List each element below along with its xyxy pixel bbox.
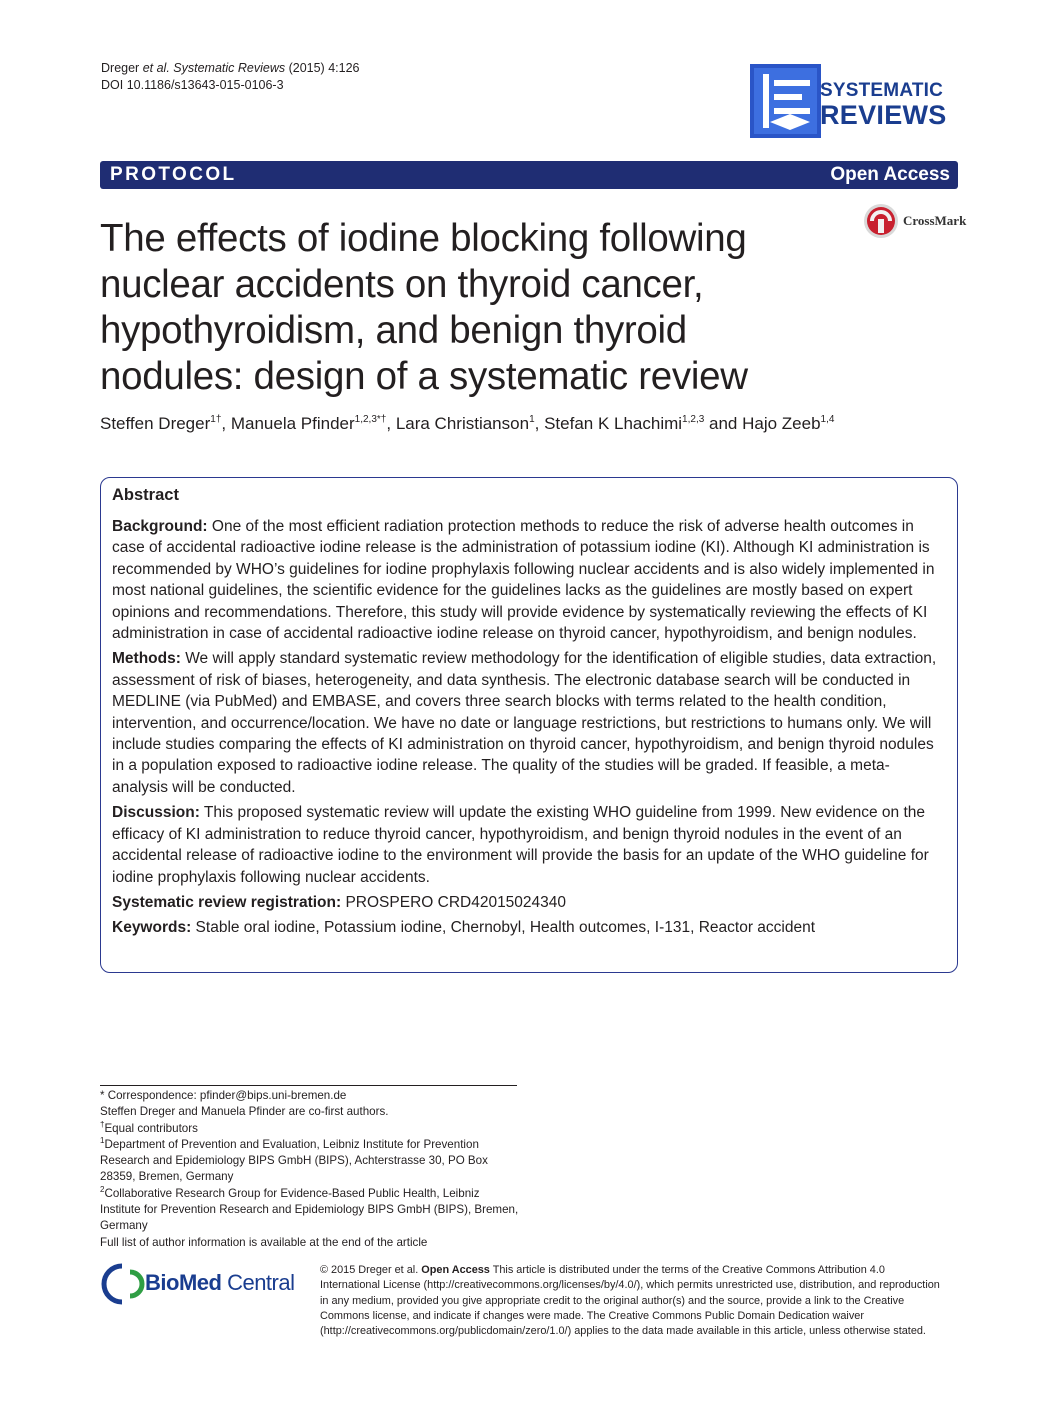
registration-text: PROSPERO CRD42015024340 xyxy=(341,893,567,911)
journal-logo-line xyxy=(774,94,802,100)
citation-etal: et al. xyxy=(142,61,170,75)
methods-text: We will apply standard systematic review methodology for the identification of eligible studies, data extraction, assessment of risk of biases, heterogeneity, and data synthesis. The electronic database search will be conducted in MEDLINE (via PubMed) and EMBASE, and covers three search blocks with terms related to the health condition, intervention, and occurrence/location. We have no date or language restrictions, but restrictions to humans only. We will include studies comparing the effects of KI administration on thyroid cancer, hypothyroidism, and benign thyroid nodules in a population exposed to radioactive iodine release. The quality of the studies will be graded. If feasible, a meta-analysis will be conducted. xyxy=(112,650,937,796)
aff1-sup: 1 xyxy=(100,1135,105,1145)
abstract-discussion xyxy=(112,802,944,888)
aff2-sup: 2 xyxy=(100,1184,105,1194)
journal-logo-text xyxy=(820,80,947,128)
bmc-arc-outer xyxy=(104,1266,122,1302)
license-copyright: © 2015 Dreger et al. xyxy=(320,1264,422,1276)
article-type-label: PROTOCOL xyxy=(110,164,237,185)
background-text: One of the most efficient radiation protection methods to reduce the risk of adverse health outcomes in case of accidental radioactive iodine release is the administration of potassium iodine (KI). Although KI administration is recommended by WHO’s guidelines for iodine prophylaxis following nuclear accidents and is also widely implemented in most national guidelines, the scientific evidence for the guidelines lacks as the guidelines are mostly based on expert opinions and recommendations. Therefore, this study will provide evidence by systematically reviewing the effects of KI administration in case of accidental radioactive iodine release on thyroid cancer, hypothyroidism, and benign nodules. xyxy=(112,518,935,643)
journal-logo-bar xyxy=(763,74,769,128)
author-affiliation-sup: 1,2,3 xyxy=(682,414,705,425)
author-separator: , xyxy=(534,414,545,433)
journal-logo-line xyxy=(774,108,810,114)
open-access-label: Open Access xyxy=(830,164,950,185)
affiliation-1 xyxy=(100,1137,520,1186)
citation-journal: Systematic Reviews xyxy=(169,61,286,75)
author-name: Hajo Zeeb xyxy=(742,414,821,433)
license-text xyxy=(320,1263,940,1339)
keywords-label: Keywords: xyxy=(112,919,192,937)
equal-text: Equal contributors xyxy=(104,1121,198,1135)
abstract-body xyxy=(112,516,944,943)
abstract-background xyxy=(112,516,944,644)
crossmark-label[interactable]: CrossMark xyxy=(903,213,967,228)
aff2-text: Collaborative Research Group for Evidence-Based Public Health, Leibniz Institute for Prevention Research and Epidemiology BIPS GmbH (BIPS), Bremen, Germany xyxy=(100,1186,519,1233)
citation-block xyxy=(101,60,359,94)
discussion-label: Discussion: xyxy=(112,804,200,822)
citation-line xyxy=(101,60,359,77)
correspondence[interactable]: * Correspondence: pfinder@bips.uni-bremen.de xyxy=(100,1089,347,1102)
journal-logo-line xyxy=(774,80,810,86)
abstract-heading: Abstract xyxy=(112,486,179,504)
footnote-divider xyxy=(100,1085,517,1086)
abstract-registration xyxy=(112,892,944,913)
bmc-part2: Central xyxy=(221,1270,295,1295)
equal-note xyxy=(100,1121,520,1137)
author-name: Steffen Dreger xyxy=(100,414,211,433)
full-list-note: Full list of author information is available at the end of the article xyxy=(100,1235,428,1249)
journal-logo-line1: SYSTEMATIC xyxy=(820,80,944,101)
biomed-central-text xyxy=(145,1270,295,1296)
citation-year: (2015) 4:126 xyxy=(285,61,360,75)
crossmark-bookmark xyxy=(878,219,884,233)
aff1-text: Department of Prevention and Evaluation, Leibniz Institute for Prevention Research and Epidemiology BIPS GmbH (BIPS), Achterstrasse 30, PO Box 28359, Bremen, Germany xyxy=(100,1137,488,1184)
author-separator: and xyxy=(704,414,743,433)
bmc-part1: BioMed xyxy=(145,1270,222,1295)
author-affiliation-sup: 1 xyxy=(529,414,535,425)
author-separator: , xyxy=(221,414,231,433)
doi[interactable]: DOI 10.1186/s13643-015-0106-3 xyxy=(101,78,284,92)
background-label: Background: xyxy=(112,518,208,535)
bmc-arc-inner xyxy=(130,1272,142,1296)
author-list xyxy=(100,414,834,434)
author-name: Manuela Pfinder xyxy=(230,414,355,433)
author-affiliation-sup: 1,2,3*† xyxy=(354,414,387,425)
citation-authors: Dreger xyxy=(101,61,143,75)
author-separator: , xyxy=(386,414,396,433)
discussion-text: This proposed systematic review will update the existing WHO guideline from 1999. New evidence on the efficacy of KI administration to reduce thyroid cancer, hypothyroidism, and benign thyroid nodules in the event of an accidental release of radioactive iodine to the environment will provide the basis for an update of the WHO guideline for iodine prophylaxis following nuclear accidents. xyxy=(112,804,929,886)
author-name: Stefan K Lhachimi xyxy=(544,414,683,433)
article-title: The effects of iodine blocking following nuclear accidents on thyroid cancer, hypothyroidism, and benign thyroid nodules: design of a systematic review xyxy=(100,217,748,398)
author-affiliation-sup: 1† xyxy=(210,414,222,425)
footnotes xyxy=(100,1088,520,1251)
keywords-text: Stable oral iodine, Potassium iodine, Chernobyl, Health outcomes, I-131, Reactor accident xyxy=(191,919,816,937)
license-open-access: Open Access xyxy=(421,1264,490,1276)
registration-label: Systematic review registration: xyxy=(112,893,342,911)
affiliation-2 xyxy=(100,1186,520,1235)
abstract-methods xyxy=(112,648,944,798)
journal-logo-line2: REVIEWS xyxy=(820,100,947,130)
equal-sup: † xyxy=(100,1119,105,1129)
license-body: This article is distributed under the terms of the Creative Commons Attribution 4.0 International License (http://creativecommons.org/licenses/by/4.0/), which permits unrestricted use, distribution, and reproduction in any medium, provided you give appropriate credit to the original author(s) and the source, provide a link to the Creative Commons license, and indicate if changes were made. The Creative Commons Public Domain Dedication waiver (http://creativecommons.org/publicdomain/zero/1.0/) applies to the data made available in this article, unless otherwise stated. xyxy=(320,1264,940,1338)
cofirst-note: Steffen Dreger and Manuela Pfinder are co-first authors. xyxy=(100,1105,389,1119)
abstract-keywords xyxy=(112,917,944,938)
author-affiliation-sup: 1,4 xyxy=(820,414,835,425)
abstract-box xyxy=(100,477,958,973)
author-name: Lara Christianson xyxy=(395,414,530,433)
methods-label: Methods: xyxy=(112,650,181,668)
